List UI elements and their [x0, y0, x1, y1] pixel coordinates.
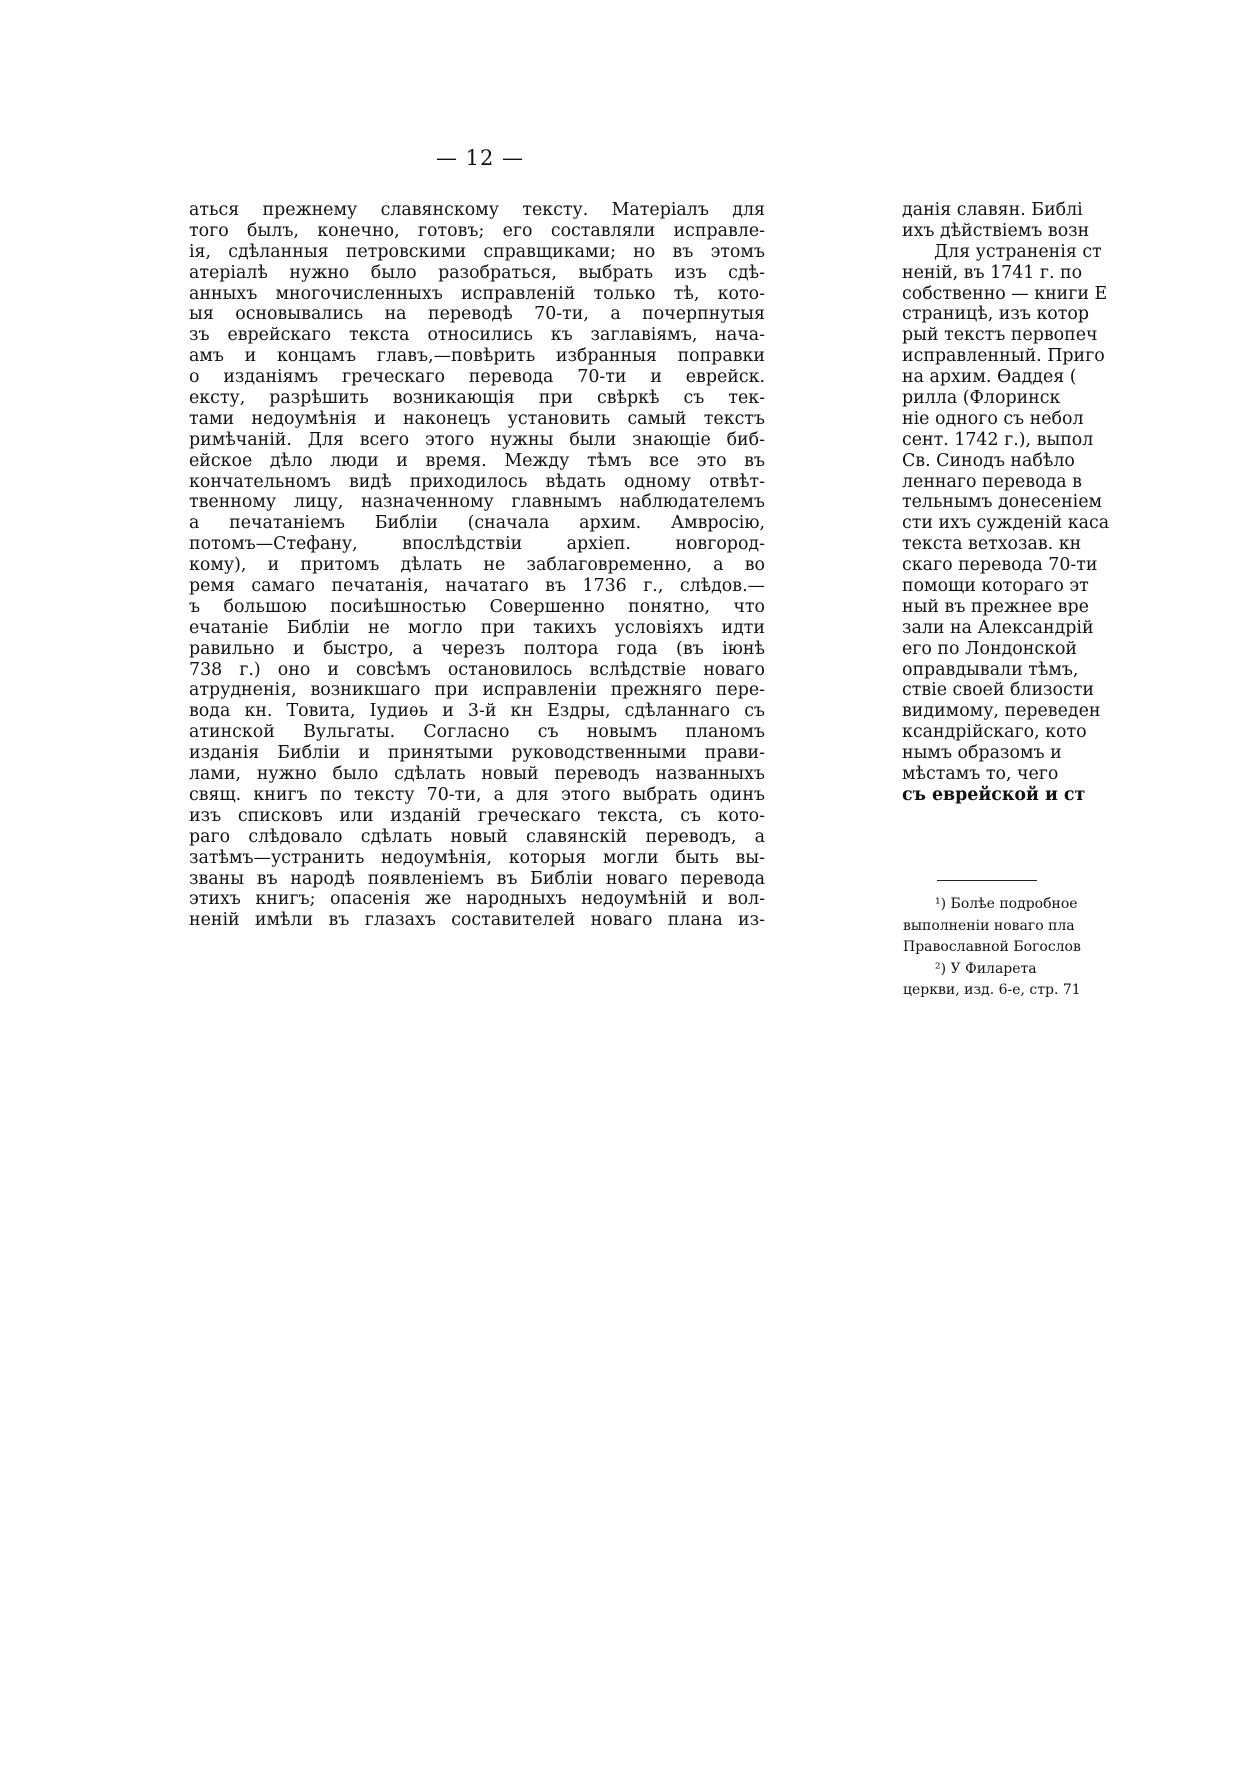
text-line: ечатаніе Библіи не могло при такихъ условіяхъ идти — [189, 617, 765, 638]
text-line: сент. 1742 г.), выпол — [902, 429, 1094, 450]
text-line: леннаго перевода в — [902, 471, 1082, 492]
text-line: этихъ книгъ; опасенія же народныхъ недоумѣній и вол- — [189, 889, 765, 910]
text-line: ейское дѣло люди и время. Между тѣмъ все это въ — [189, 450, 765, 471]
text-line: ія, сдѣланныя петровскими справщиками; но въ этомъ — [189, 241, 765, 262]
text-line: зали на Александрій — [902, 617, 1094, 638]
text-line: страницѣ, изъ котор — [902, 304, 1090, 325]
text-line: раго слѣдовало сдѣлать новый славянскій переводъ, а — [189, 826, 765, 847]
text-line: Св. Синодъ набѣло — [902, 450, 1075, 471]
text-line: атинской Вульгаты. Согласно съ новымъ планомъ — [189, 722, 765, 743]
text-line: тами недоумѣнія и наконецъ установить самый текстъ — [189, 408, 765, 429]
text-line: текста ветхозав. кн — [902, 534, 1082, 555]
text-line: видимому, переведен — [902, 701, 1101, 722]
text-line: о изданіямъ греческаго перевода 70-ти и еврейск. — [189, 367, 765, 388]
page-number: — 12 — — [435, 146, 525, 170]
text-line: изданія Библіи и принятыми руководственными прави- — [189, 743, 765, 764]
text-line: на архим. Ѳаддея ( — [902, 367, 1077, 388]
text-line: равильно и быстро, а черезъ полтора года (въ іюнѣ — [189, 638, 765, 659]
text-line: рилла (Флоринск — [902, 388, 1061, 409]
left-text-column — [189, 200, 765, 1000]
text-line: нымъ образомъ и — [902, 743, 1062, 764]
text-line: ексту, разрѣшить возникающія при свѣркѣ съ тек- — [189, 388, 765, 409]
text-line: званы въ народѣ появленіемъ въ Библіи новаго перевода — [189, 868, 765, 889]
footnote-divider — [937, 880, 1037, 881]
text-line: данія славян. Библі — [902, 200, 1083, 220]
text-line: Для устраненія ст — [934, 241, 1102, 262]
text-line: исправленный. Приго — [902, 346, 1105, 367]
text-line: ксандрійскаго, кото — [902, 722, 1087, 743]
text-line: а печатаніемъ Библіи (сначала архим. Амвросію, — [189, 513, 765, 534]
text-line: тельнымъ донесеніем — [902, 492, 1103, 513]
text-line: атеріалѣ нужно было разобраться, выбрать изъ сдѣ- — [189, 262, 765, 283]
text-line: ихъ дѣйствіемъ возн — [902, 220, 1090, 241]
text-line: римѣчаній. Для всего этого нужны были знающіе биб- — [189, 429, 765, 450]
text-line: ствіе своей близости — [902, 680, 1094, 701]
text-line: его по Лондонской — [902, 638, 1078, 659]
text-line: ъ большою посиѣшностью Совершенно понятно, что — [189, 596, 765, 617]
text-line: съ еврейской и ст — [902, 784, 1086, 805]
text-line: амъ и концамъ главъ,—повѣрить избранныя поправки — [189, 346, 765, 367]
text-line: кончательномъ видѣ приходилось вѣдать одному отвѣт- — [189, 471, 765, 492]
right-text-column — [902, 200, 1124, 980]
footnotes-block — [903, 894, 1124, 1004]
text-line: аться прежнему славянскому тексту. Матеріалъ для — [189, 200, 765, 220]
text-line: лами, нужно было сдѣлать новый переводъ названныхъ — [189, 764, 765, 785]
footnote-line: выполненіи новаго пла — [903, 917, 1075, 934]
text-line: изъ списковъ или изданій греческаго текста, съ кото- — [189, 805, 765, 826]
text-line: анныхъ многочисленныхъ исправленій только тѣ, кото- — [189, 283, 765, 304]
text-line: собственно — книги Е — [902, 283, 1108, 304]
text-line: потомъ—Стефану, впослѣдствіи архіеп. новгород- — [189, 534, 765, 555]
text-line: ремя самаго печатанія, начатаго въ 1736 г., слѣдов.— — [189, 576, 765, 597]
text-line: атрудненія, возникшаго при исправленіи прежняго пере- — [189, 680, 765, 701]
text-line: ніе одного съ небол — [902, 408, 1084, 429]
footnote-line: Православной Богослов — [903, 939, 1081, 956]
text-line: рый текстъ первопеч — [902, 325, 1098, 346]
text-line: ный въ прежнее вре — [902, 596, 1089, 617]
text-line: оправдывали тѣмъ, — [902, 659, 1079, 680]
text-line: помощи котораго эт — [902, 576, 1089, 597]
text-line: скаго перевода 70-ти — [902, 555, 1098, 576]
text-line: кому), и притомъ дѣлать не заблаговременно, а во — [189, 555, 765, 576]
text-line: зъ еврейскаго текста относились къ заглавіямъ, нача- — [189, 325, 765, 346]
text-line: твенному лицу, назначенному главнымъ наблюдателемъ — [189, 492, 765, 513]
text-line: сти ихъ сужденій каса — [902, 513, 1110, 534]
text-line: вода кн. Товита, Іудиѳь и 3-й кн Ездры, сдѣланнаго съ — [189, 701, 765, 722]
text-line: затѣмъ—устранить недоумѣнія, которыя могли быть вы- — [189, 847, 765, 868]
footnote-line: ²) У Филарета — [935, 960, 1037, 977]
text-line: неній, въ 1741 г. по — [902, 262, 1083, 283]
footnote-line: церкви, изд. 6-е, стр. 71 — [903, 982, 1081, 999]
text-line: 738 г.) оно и совсѣмъ остановилось вслѣдствіе новаго — [189, 659, 765, 680]
text-line: ыя основывались на переводѣ 70-ти, а почерпнутыя — [189, 304, 765, 325]
text-line: мѣстамъ то, чего — [902, 764, 1059, 785]
text-line: неній имѣли въ глазахъ составителей новаго плана из- — [189, 910, 765, 931]
text-line: свящ. книгъ по тексту 70-ти, а для этого выбрать одинъ — [189, 784, 765, 805]
footnote-line: ¹) Болѣе подробное — [935, 896, 1078, 912]
text-line: того былъ, конечно, готовъ; его составляли исправле- — [189, 220, 765, 241]
